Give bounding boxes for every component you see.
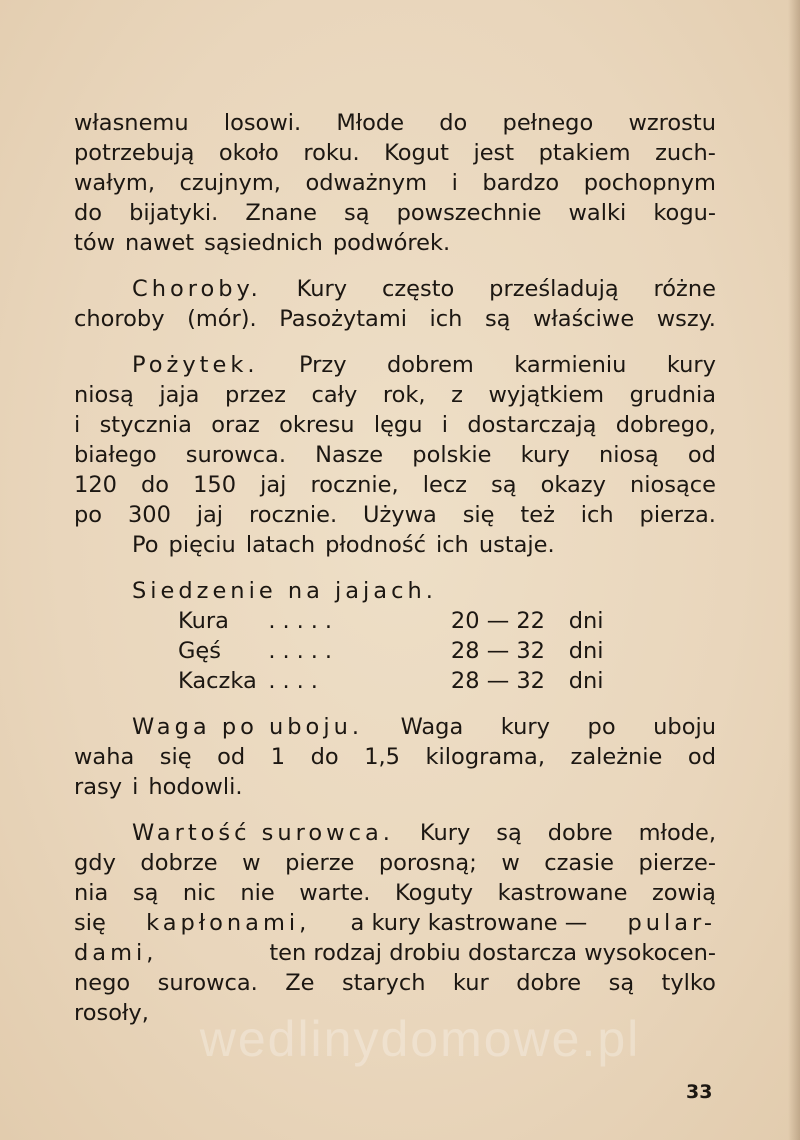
word: 150 bbox=[193, 472, 237, 498]
leader-dots: .... bbox=[268, 668, 325, 694]
word: białego bbox=[74, 442, 157, 468]
word: Po bbox=[132, 532, 159, 558]
word: Młode bbox=[336, 110, 405, 136]
paragraph-choroby bbox=[74, 274, 716, 334]
word: około bbox=[218, 140, 279, 166]
bird-name: Kaczka bbox=[178, 668, 257, 694]
text-line bbox=[74, 908, 716, 938]
word: nawet bbox=[125, 230, 195, 256]
word: ich bbox=[429, 306, 463, 332]
word: kury bbox=[520, 442, 570, 468]
word: grudnia bbox=[629, 382, 716, 408]
word: do bbox=[74, 200, 103, 226]
word: ich bbox=[435, 532, 469, 558]
days-range: 28 — 32 bbox=[450, 638, 545, 664]
word: pochopnym bbox=[583, 170, 716, 196]
word: w bbox=[242, 850, 261, 876]
word: są bbox=[608, 970, 635, 996]
word: surowca. bbox=[157, 970, 258, 996]
section-heading-choroby: Choroby. bbox=[132, 276, 262, 302]
word: okresu bbox=[279, 412, 355, 438]
days-range: 28 — 32 bbox=[450, 668, 545, 694]
leader-dots: ..... bbox=[268, 608, 340, 634]
word: od bbox=[687, 442, 716, 468]
text-line bbox=[74, 304, 716, 334]
text-line bbox=[74, 198, 716, 228]
spaced-term-kaplony: kapłonami, bbox=[146, 910, 311, 936]
word: polskie bbox=[412, 442, 492, 468]
text-line bbox=[74, 576, 716, 606]
text-line bbox=[74, 500, 716, 530]
bird-name: Kura bbox=[178, 608, 229, 634]
word: niosą bbox=[74, 382, 134, 408]
text-line bbox=[74, 410, 716, 440]
text-line bbox=[74, 138, 716, 168]
paragraph-wartosc bbox=[74, 818, 716, 1028]
word: zuch- bbox=[655, 140, 716, 166]
text-line bbox=[74, 168, 716, 198]
text-line bbox=[74, 108, 716, 138]
word: rasy bbox=[74, 774, 123, 800]
word: wzrostu bbox=[628, 110, 716, 136]
word: ich bbox=[580, 502, 614, 528]
section-heading-pozytek: Pożytek. bbox=[132, 352, 259, 378]
word: rok, bbox=[382, 382, 426, 408]
word: pierze- bbox=[638, 850, 716, 876]
table-row bbox=[178, 606, 608, 636]
spaced-term-pularda: pular- bbox=[627, 910, 716, 936]
word: (mór). bbox=[187, 306, 257, 332]
word: wyjątkiem bbox=[488, 382, 605, 408]
word: powszechnie bbox=[396, 200, 542, 226]
word: kastrowane bbox=[497, 880, 628, 906]
text-line bbox=[74, 470, 716, 500]
paragraph-pozytek bbox=[74, 350, 716, 560]
paragraph-gap bbox=[74, 560, 716, 576]
word: potrzebują bbox=[74, 140, 195, 166]
paragraph-siedzenie bbox=[74, 576, 716, 696]
word: tów bbox=[74, 230, 115, 256]
word: też bbox=[520, 502, 555, 528]
word: 1,5 bbox=[364, 744, 400, 770]
word: niosące bbox=[629, 472, 716, 498]
word: wszy. bbox=[656, 306, 716, 332]
word: sąsiednich bbox=[204, 230, 323, 256]
word: dostarczają bbox=[467, 412, 597, 438]
page-edge-shadow bbox=[788, 0, 800, 1140]
word: tylko bbox=[661, 970, 716, 996]
word: różne bbox=[653, 276, 716, 302]
word: starych bbox=[341, 970, 426, 996]
word: Pasożytami bbox=[279, 306, 407, 332]
word: są bbox=[132, 880, 159, 906]
word: po bbox=[74, 502, 103, 528]
word: 300 bbox=[127, 502, 171, 528]
word: latach bbox=[245, 532, 316, 558]
text-line bbox=[74, 712, 716, 742]
word: z bbox=[451, 382, 463, 408]
word: jaj bbox=[260, 472, 287, 498]
word: Kury bbox=[419, 820, 471, 846]
text-line bbox=[74, 818, 716, 848]
word: kogu- bbox=[653, 200, 716, 226]
word: gdy bbox=[74, 850, 116, 876]
word: ptakiem bbox=[538, 140, 631, 166]
text-line bbox=[74, 742, 716, 772]
word: się bbox=[74, 910, 106, 936]
phrase: ten rodzaj drobiu dostarcza wysokocen- bbox=[269, 940, 716, 966]
word: 120 bbox=[74, 472, 117, 498]
word: pierze bbox=[285, 850, 355, 876]
word: wałym, bbox=[74, 170, 155, 196]
paragraph-waga bbox=[74, 712, 716, 802]
word: dobrego, bbox=[615, 412, 716, 438]
word: ustaje. bbox=[478, 532, 555, 558]
word: są bbox=[491, 472, 517, 498]
word: lecz bbox=[422, 472, 467, 498]
word: i bbox=[451, 170, 458, 196]
text-line bbox=[74, 440, 716, 470]
word: czujnym, bbox=[179, 170, 281, 196]
paragraph-gap bbox=[74, 802, 716, 818]
days-range: 20 — 22 bbox=[450, 608, 545, 634]
word: Kogut bbox=[384, 140, 449, 166]
text-line bbox=[74, 530, 716, 560]
word: walki bbox=[568, 200, 627, 226]
word: Kury bbox=[296, 276, 348, 302]
watermark: wedlinydomowe.pl bbox=[199, 1011, 641, 1067]
word: własnemu bbox=[74, 110, 189, 136]
days-unit: dni bbox=[568, 668, 604, 694]
word: do bbox=[439, 110, 468, 136]
page-text bbox=[74, 108, 716, 1028]
word: prześladują bbox=[489, 276, 619, 302]
word: Przy bbox=[298, 352, 347, 378]
word: kur bbox=[452, 970, 489, 996]
word: porosną; bbox=[378, 850, 477, 876]
word: płodność bbox=[325, 532, 426, 558]
word: właściwe bbox=[533, 306, 635, 332]
word: nia bbox=[74, 880, 109, 906]
days-unit: dni bbox=[568, 608, 604, 634]
word: oraz bbox=[211, 412, 260, 438]
word: często bbox=[381, 276, 455, 302]
word: warte. bbox=[299, 880, 371, 906]
word: dobre bbox=[516, 970, 582, 996]
word: okazy bbox=[540, 472, 606, 498]
section-heading-siedzenie: Siedzenie na jajach. bbox=[132, 578, 437, 604]
paragraph-gap bbox=[74, 334, 716, 350]
word: jaj bbox=[196, 502, 224, 528]
word: dobre bbox=[547, 820, 613, 846]
word: w bbox=[501, 850, 520, 876]
word: dobrem bbox=[386, 352, 474, 378]
text-line bbox=[74, 968, 716, 998]
word: pełnego bbox=[502, 110, 594, 136]
word: rosoły, bbox=[74, 1000, 149, 1026]
word: dobrze bbox=[140, 850, 218, 876]
word: choroby bbox=[74, 306, 165, 332]
word: surowca. bbox=[185, 442, 286, 468]
word: się bbox=[159, 744, 192, 770]
word: Koguty bbox=[395, 880, 474, 906]
section-heading-waga: Waga po uboju. bbox=[132, 714, 363, 740]
table-row bbox=[178, 666, 608, 696]
word: są bbox=[496, 820, 522, 846]
word: rocznie, bbox=[310, 472, 399, 498]
word: czasie bbox=[544, 850, 615, 876]
word: niosą bbox=[598, 442, 659, 468]
text-line bbox=[74, 274, 716, 304]
text-line bbox=[74, 878, 716, 908]
word: przez bbox=[224, 382, 286, 408]
word: lęgu bbox=[373, 412, 423, 438]
word: waha bbox=[74, 744, 135, 770]
page-number: 33 bbox=[686, 1081, 713, 1103]
word: cały bbox=[311, 382, 358, 408]
phrase: a kury kastrowane — bbox=[350, 910, 588, 936]
word: kury bbox=[666, 352, 716, 378]
word: bijatyki. bbox=[129, 200, 219, 226]
word: zowią bbox=[651, 880, 716, 906]
word: Znane bbox=[245, 200, 317, 226]
word: od bbox=[687, 744, 716, 770]
word: pięciu bbox=[168, 532, 236, 558]
word: i bbox=[441, 412, 449, 438]
word: 1 bbox=[270, 744, 286, 770]
paragraph-intro bbox=[74, 108, 716, 258]
word: jaja bbox=[159, 382, 200, 408]
word: zależnie bbox=[570, 744, 663, 770]
word: Waga bbox=[400, 714, 464, 740]
word: odważnym bbox=[305, 170, 427, 196]
word: nego bbox=[74, 970, 131, 996]
word: po bbox=[587, 714, 616, 740]
word: młode, bbox=[638, 820, 716, 846]
text-line bbox=[74, 228, 716, 258]
text-line bbox=[74, 350, 716, 380]
leader-dots: ..... bbox=[268, 638, 340, 664]
word: do bbox=[141, 472, 170, 498]
word: Nasze bbox=[315, 442, 384, 468]
word: bardzo bbox=[482, 170, 560, 196]
word: i bbox=[132, 774, 139, 800]
word: kilograma, bbox=[425, 744, 545, 770]
word: podwórek. bbox=[332, 230, 451, 256]
text-line bbox=[74, 938, 716, 968]
word: i bbox=[74, 412, 81, 438]
word: do bbox=[310, 744, 339, 770]
text-line bbox=[74, 772, 716, 802]
incubation-table bbox=[178, 606, 608, 696]
word: się bbox=[462, 502, 495, 528]
text-line bbox=[74, 848, 716, 878]
word: są bbox=[344, 200, 370, 226]
word: Ze bbox=[285, 970, 315, 996]
word: są bbox=[484, 306, 511, 332]
word: od bbox=[217, 744, 246, 770]
word: uboju bbox=[653, 714, 716, 740]
word: nic bbox=[182, 880, 216, 906]
word: pierza. bbox=[639, 502, 716, 528]
word: stycznia bbox=[99, 412, 192, 438]
table-row bbox=[178, 636, 608, 666]
bird-name: Gęś bbox=[178, 638, 222, 664]
spaced-term-pularda-end: dami, bbox=[74, 940, 158, 966]
word: karmieniu bbox=[514, 352, 627, 378]
paragraph-gap bbox=[74, 258, 716, 274]
word: jest bbox=[473, 140, 515, 166]
word: roku. bbox=[303, 140, 360, 166]
paragraph-gap bbox=[74, 696, 716, 712]
word: nie bbox=[240, 880, 275, 906]
word: losowi. bbox=[223, 110, 302, 136]
days-unit: dni bbox=[568, 638, 604, 664]
word: kury bbox=[500, 714, 550, 740]
text-line bbox=[74, 380, 716, 410]
word: hodowli. bbox=[148, 774, 243, 800]
section-heading-wartosc: Wartość surowca. bbox=[132, 820, 394, 846]
word: Używa bbox=[363, 502, 437, 528]
word: rocznie. bbox=[248, 502, 338, 528]
